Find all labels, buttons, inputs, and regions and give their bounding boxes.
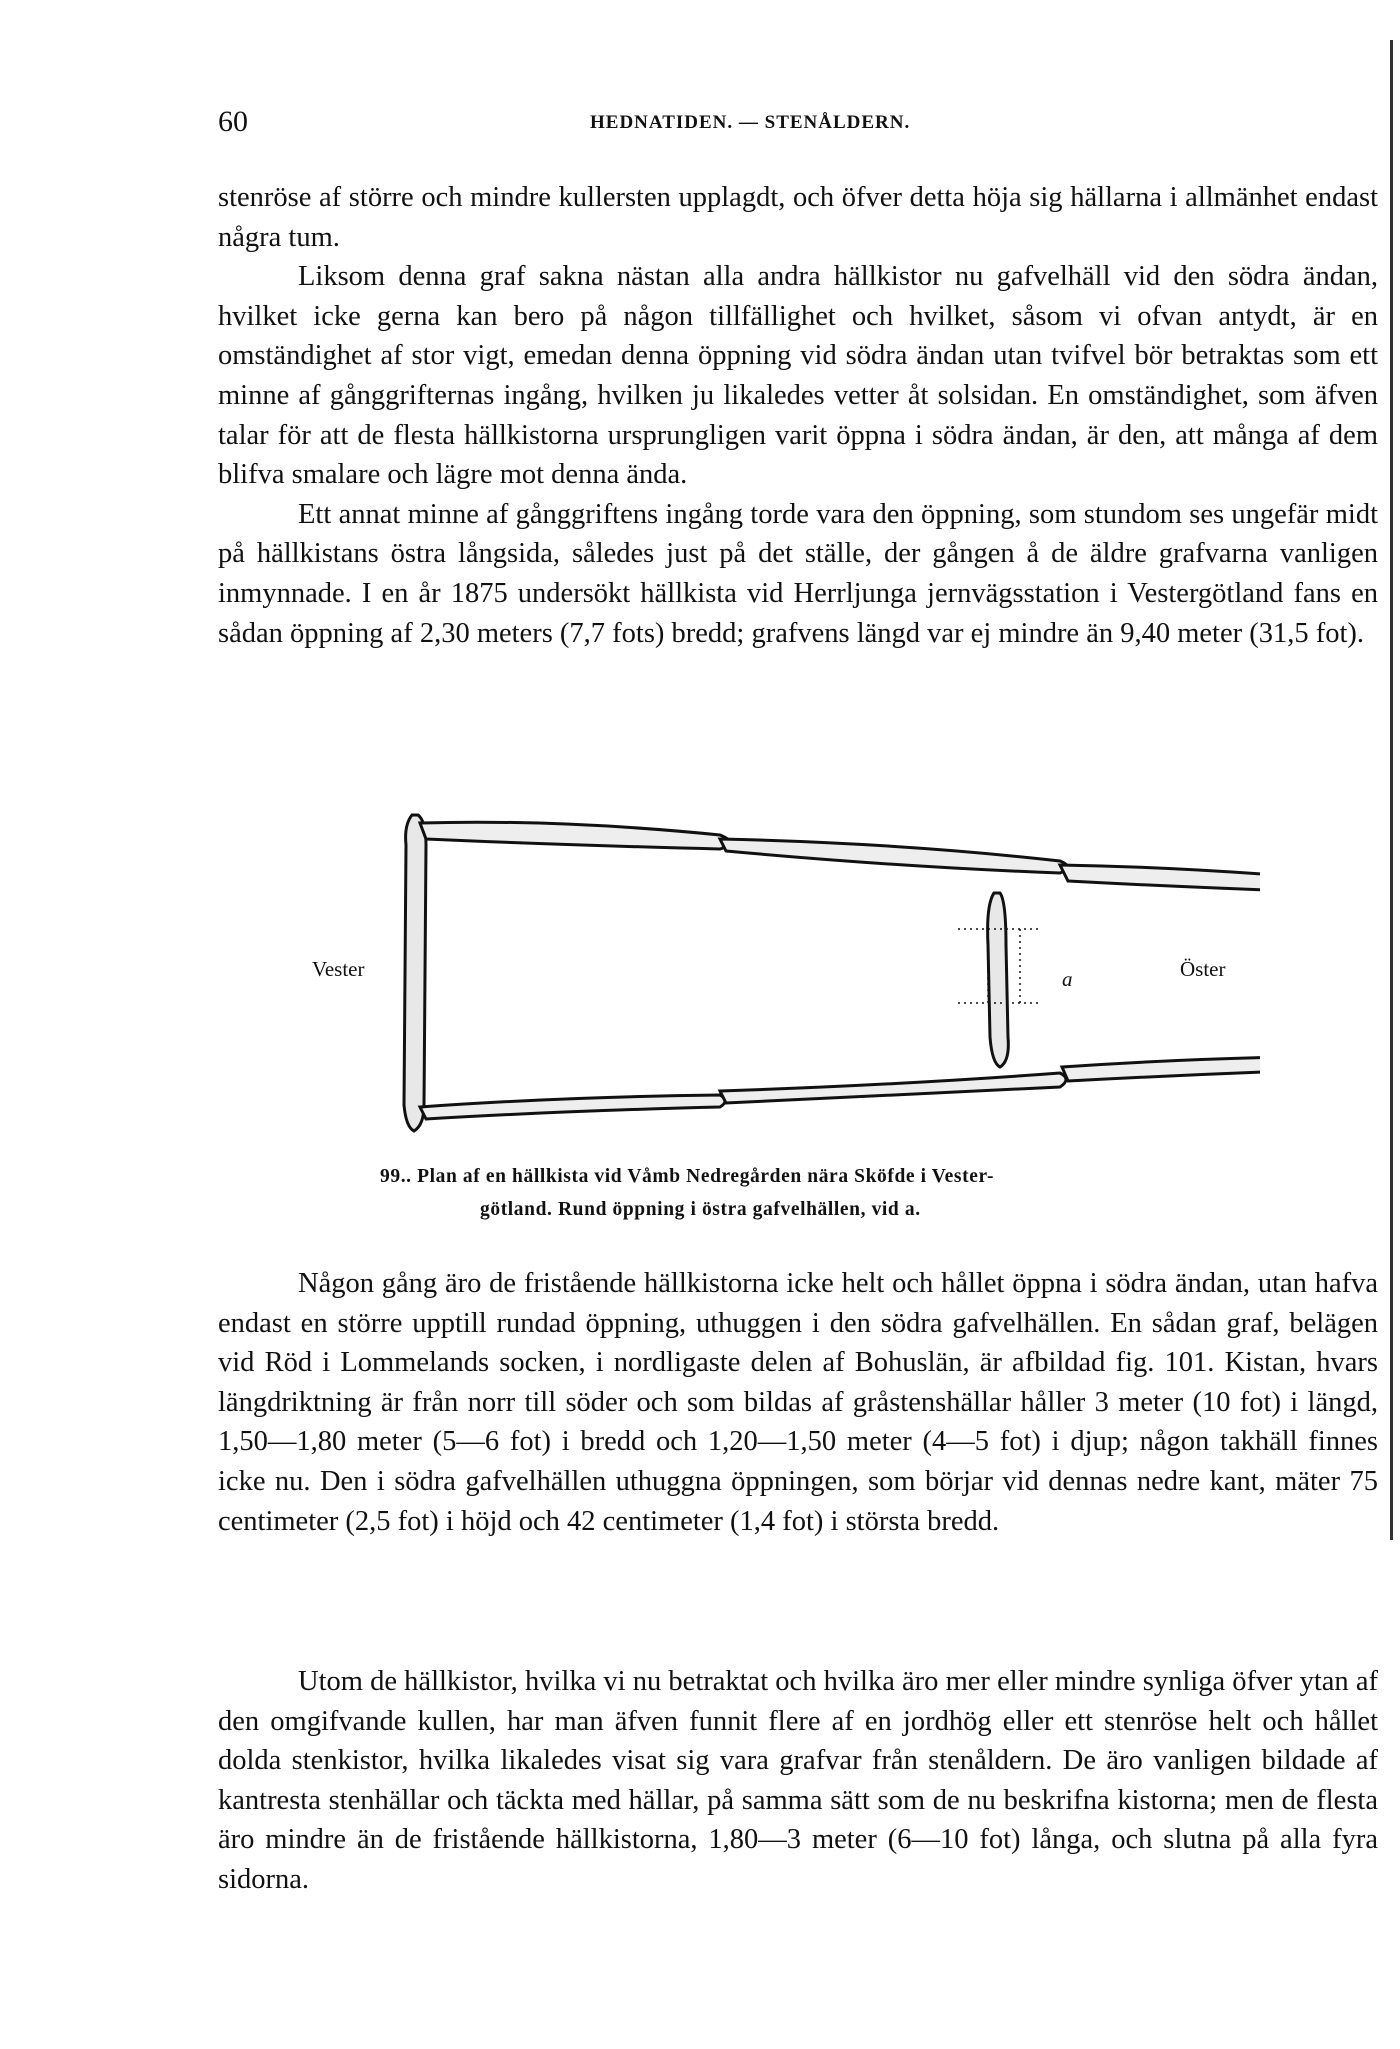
- east-gable-slab: [988, 893, 1009, 1067]
- page-number: 60: [218, 105, 248, 138]
- paragraph: Utom de hällkistor, hvilka vi nu betraktat och hvilka äro mer eller mindre synliga öfver ytan af den omgifvande kullen, har man äfven funnit flere af en jordhög eller ett stenröse helt och hållet dolda stenkistor, hvilka likaledes visat sig vara grafvar från stenåldern. De äro vanligen bildade af kantresta stenhällar och täckta med hällar, på samma sätt som de nu beskrifna kistorna; men de flesta äro mindre än de fristående hällkistorna, 1,80—3 meter (6—10 fot) långa, och slutna på alla fyra sidorna.: [218, 1666, 1378, 1895]
- north-wall-slab: [420, 822, 730, 849]
- label-vester: Vester: [312, 957, 365, 981]
- paragraph: Någon gång äro de fristående hällkistorna icke helt och hållet öppna i södra ändan, utan hafva endast en större upptill rundad öppning, uthuggen i den södra gafvelhällen. En sådan graf, belägen vid Röd i Lommelands socken, i nordligaste delen af Bohuslän, är afbildad fig. 101. Kistan, hvars längdriktning är från norr till söder och som bildas af gråstenshällar håller 3 meter (10 fot) i längd, 1,50—1,80 meter (5—6 fot) i bredd och 1,20—1,50 meter (4—5 fot) i djup; någon takhäll finnes icke nu. Den i södra gafvelhällen uthuggna öppningen, som börjar vid dennas nedre kant, mäter 75 centimeter (2,5 fot) i höjd och 42 centimeter (1,4 fot) i största bredd.: [218, 1268, 1378, 1537]
- page-edge-rule: [1390, 40, 1393, 1540]
- south-wall-slab: [420, 1095, 725, 1119]
- running-head: HEDNATIDEN. — STENÅLDERN.: [590, 112, 911, 133]
- body-text-bottom: [218, 1662, 1378, 1900]
- body-text-middle: [218, 1264, 1378, 1541]
- caption-line-2: götland. Rund öppning i östra gafvelhällen, vid a.: [480, 1199, 921, 1220]
- hallkista-plan-drawing: [300, 805, 1260, 1140]
- body-text-top: [218, 178, 1378, 653]
- label-oster: Öster: [1180, 957, 1226, 981]
- label-a: a: [1062, 967, 1073, 991]
- paragraph-continuation: stenröse af större och mindre kullersten upplagdt, och öfver detta höja sig hällarna i allmänhet endast några tum.: [218, 182, 1378, 253]
- paragraph: Ett annat minne af gånggriftens ingång torde vara den öppning, som stundom ses ungefär midt på hällkistans östra långsida, således just på det ställe, der gången å de äldre grafvarna vanligen inmynnade. I en år 1875 undersökt hällkista vid Herrljunga jernvägsstation i Vestergötland fans en sådan öppning af 2,30 meters (7,7 fots) bredd; grafvens längd var ej mindre än 9,40 meter (31,5 fot).: [218, 498, 1378, 649]
- south-wall-slab: [1062, 1057, 1260, 1081]
- south-wall-slab: [720, 1073, 1066, 1103]
- figure-caption: [380, 1160, 1260, 1226]
- caption-line-1: 99.. Plan af en hällkista vid Våmb Nedregården nära Sköfde i Vester-: [380, 1166, 995, 1187]
- figure-hallkista-plan: [300, 805, 1260, 1140]
- paragraph: Liksom denna graf sakna nästan alla andra hällkistor nu gafvelhäll vid den södra ändan, hvilket icke gerna kan bero på någon tillfällighet och hvilket, såsom vi ofvan antydt, är en omständighet af stor vigt, emedan denna öppning vid södra ändan utan tvifvel bör betraktas som ett minne af gånggrifternas ingång, hvilken ju likaledes vetter åt solsidan. En omständighet, som äfven talar för att de flesta hällkistorna ursprungligen varit öppna i södra ändan, är den, att många af dem blifva smalare och lägre mot denna ända.: [218, 261, 1378, 491]
- north-wall-slab: [720, 839, 1068, 873]
- west-gable-slab: [404, 815, 426, 1131]
- north-wall-slab: [1060, 865, 1260, 891]
